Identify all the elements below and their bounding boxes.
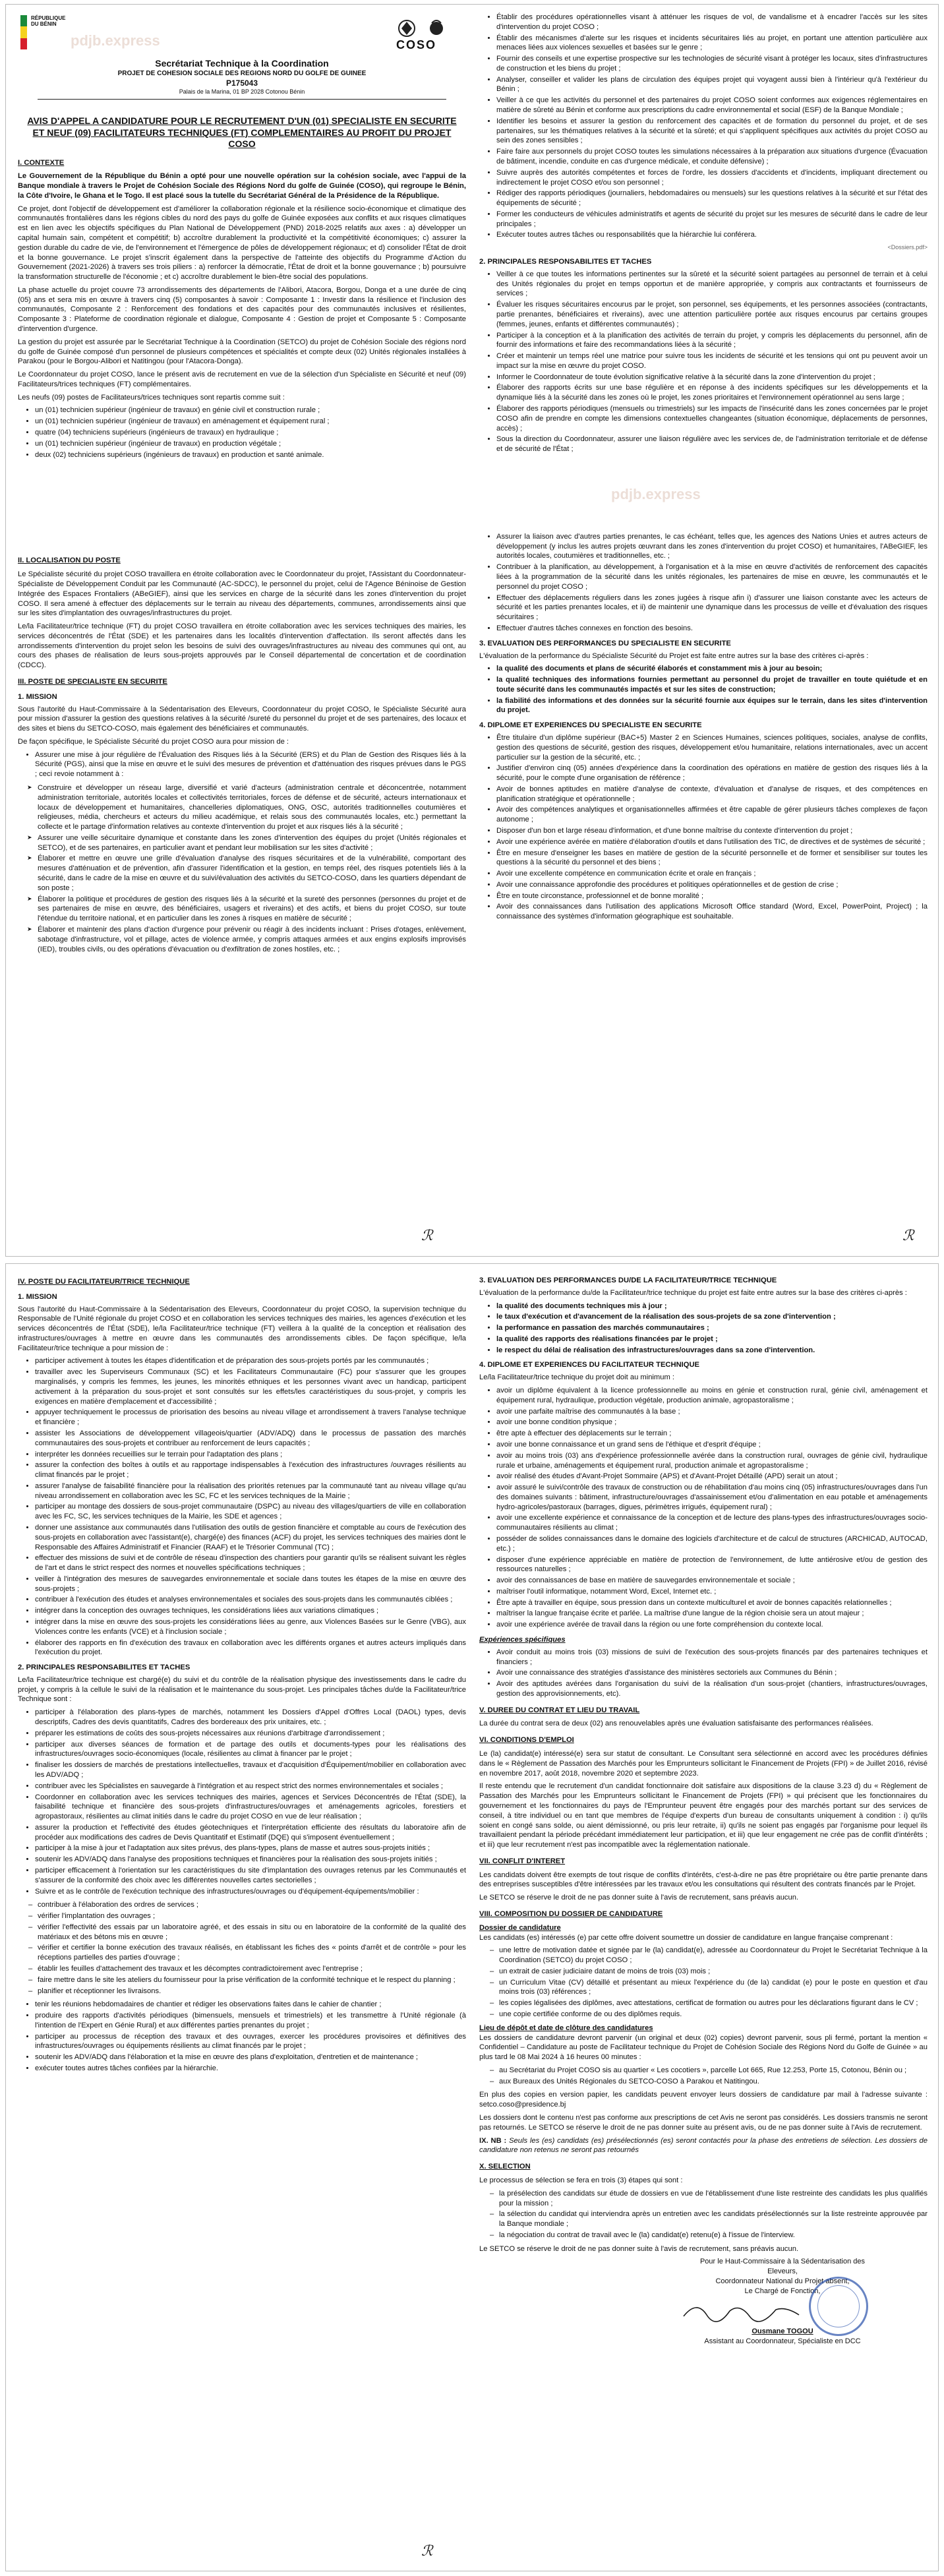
conflict-text-2: Le SETCO se réserve le droit de ne pas donner suite à l'avis de recrutement, sans préavis aucun.	[479, 1894, 799, 1902]
list-item: • tenir les réunions hebdomadaires de chantier et rédiger les observations faites dans le cahier de chantier ;	[35, 2000, 466, 2010]
evaluation-intro: L'évaluation de la performance du/de la Facilitateur/trice technique du projet est faite entre autres sur la base des critères ci-après :	[479, 1288, 907, 1297]
list-item: • appuyer techniquement le processus de priorisation des besoins au niveau village et arrondissement à travers l'analyse technique et financière ;	[35, 1408, 466, 1427]
list-item: • intégrer dans la conception des ouvrages techniques, les considérations liées aux variations climatiques ;	[35, 1606, 466, 1616]
diploma-list	[479, 1386, 928, 1630]
initials-signature: ℛ	[421, 2543, 433, 2560]
list-item: • Effectuer d'autres tâches connexes en fonction des besoins.	[496, 624, 928, 634]
diploma-heading: 4. DIPLOME ET EXPERIENCES DU FACILITATEUR TECHNIQUE	[479, 1361, 699, 1369]
list-item: – établir les feuilles d'attachement des travaux et les décomptes contradictoirement avec l'entreprise ;	[38, 1964, 466, 1974]
list-item: • effectuer des missions de suivi et de contrôle de réseau d'inspection des chantiers pour garantir qu'ils se réalisent suivant les règles de l'art et dans le strict respect des normes et nouvelles spécifications techniques ;	[35, 1553, 466, 1573]
list-item: • assurer la confection des boîtes à outils et au rapportage indispensables à l'exécution des infrastructures /ouvrages résilients au climat financés par le projet ;	[35, 1460, 466, 1480]
list-item: – vérifier et certifier la bonne exécution des travaux réalisés, en établissant les fiches des « points d'arrêt et de contrôle » pour les réceptions partielles des parties d'ouvrage ;	[38, 1943, 466, 1963]
document-page-2	[5, 1263, 939, 2571]
right-column	[479, 11, 928, 926]
list-item: • la qualité techniques des informations fournies permettant au personnel du projet de travailler en toute quiétude et en toute sécurité dans les communautés impactés et sur les sites de construction;	[496, 675, 928, 695]
list-item: • Faire faire aux personnels du projet COSO toutes les simulations nécessaires à la préparation aux situations d'urgence (Évacuation de bâtiment, incendie, conduite en cas d'urgence médicale, et conduite défensive) ;	[496, 147, 928, 167]
selection-outro: Le SETCO se réserve le droit de ne pas donner suite à l'avis de recrutement, sans préavis aucun.	[479, 2244, 799, 2253]
right-column	[479, 1271, 928, 2346]
list-item: ➤ Élaborer la politique et procédures de gestion des risques liés à la sécurité et la sureté des personnes (personnes du projet et de ses partenaires de mise en œuvre, des bénéficiaires, usagers et riverains) et des actifs, et biens du projet COSO, sur toute l'étendue du territoire national, et en particulier dans les zones à risques en matière de sécurité ;	[38, 895, 466, 924]
list-item: • le respect du délai de réalisation des infrastructures/ouvrages dans sa zone d'intervention.	[496, 1346, 928, 1356]
location-paragraph: Le Spécialiste sécurité du projet COSO travaillera en étroite collaboration avec le Coordonnateur du projet, l'Assistant du Coordonnateur-Spécialiste de Développement Conduit par les Communauté (AC-SDCC), le personnel du projet, celui de l'Agence Béninoise de Gestion Intégrée des Espaces Frontaliers (ABeGIEF), ainsi que les services en charge de la sécurité dans les zones d'intervention du projet COSO. Il sera amené à effectuer des déplacements sur le terrain au niveau des départements, communes, arrondissements ainsi que sur les sites d'implantation des ouvrages/infrastructures du projet.	[18, 570, 466, 618]
list-item: ➤ Élaborer et mettre en œuvre une grille d'évaluation d'analyse des risques sécuritaires et de la vulnérabilité, comportant des mesures d'atténuation et de prévention, afin d'assurer l'identification et la gestion, en temps réel, des risques potentiels liés à la sécurité, dans le cadre de la mise en œuvre et du suivi/évaluation des activités du SETCO-COSO, dans les quartiers dépendant de son poste ;	[38, 854, 466, 893]
list-item: • Rédiger des rapports périodiques (journaliers, hebdomadaires ou mensuels) sur les questions relatives à la sécurité et sur l'état des équipements de sécurité ;	[496, 189, 928, 208]
list-item: • avoir assuré le suivi/contrôle des travaux de construction ou de réhabilitation d'au moins cinq (05) infrastructures/ouvrages dans l'un des domaines suivants : bâtiment, infrastructure/ouvrages d'assainissement et/ou d'alimentation en eau potable et aménagements hydro-agricoles/pastoraux (barrages, digues, périmètres irrigués, équipement rural) ;	[496, 1483, 928, 1512]
list-item: • travailler avec les Superviseurs Communaux (SC) et les Facilitateurs Communautaire (FC) pour s'assurer que les groupes marginalisés, y compris les femmes, les jeunes, les minorités ethniques et les personnes vivant avec un handicap, participent activement à la préparation du sous-projet et sont consultés sur les effets/les caractéristiques du sous-projet, y compris les exigences en matière d'emplacement et d'accessibilité ;	[35, 1367, 466, 1406]
deposit-text: Les dossiers de candidature devront parvenir (un original et deux (02) copies) devront parvenir, sous pli fermé, portant la mention « Confidentiel – Candidature au poste de Facilitateur technique du Projet de Cohésion Sociale des Régions Nord du Golfe de Guinée » au plus tard le 08 Mai 2024 à 16 heures 00 minutes :	[479, 2033, 928, 2062]
tasks-list	[18, 1708, 466, 1896]
list-item: – la présélection des candidats sur étude de dossiers en vue de l'établissement d'une liste restreinte des candidats les plus qualifiés pour la mission ;	[499, 2189, 928, 2209]
tasks-list-2	[18, 2000, 466, 2073]
evaluation-intro: L'évaluation de la performance du Spécialiste Sécurité du Projet est faite entre autres sur la base des critères ci-après :	[479, 651, 869, 660]
deposit-list	[479, 2066, 928, 2087]
list-item: • avoir des connaissances de base en matière de sauvegardes environnementale et sociale ;	[496, 1576, 928, 1586]
list-item: • Avoir de bonnes aptitudes en matière d'analyse de contexte, d'évaluation et d'analyse de risques, et des compétences en planification stratégique et opérationnelle ;	[496, 785, 928, 804]
tasks-intro: Le/la Facilitateur/trice technique est chargé(e) du suivi et du contrôle de la réalisation physique des investissements dans le cadre du projet, y compris à la cellule le suivi de la réalisation et le maintenance du sous-projet. Les principales tâches du/de la Facilitateur/trice Technique sont :	[18, 1675, 466, 1704]
list-item: • Exécuter toutes autres tâches ou responsabilités que la hiérarchie lui conférera.	[496, 230, 928, 240]
deposit-text-2: En plus des copies en version papier, les candidats peuvent envoyer leurs dossiers de candidature par mail à l'adresse suivante : setco.coso@presidence.bj	[479, 2091, 928, 2109]
list-item: • avoir une bonne condition physique ;	[496, 1418, 928, 1427]
list-item: – une lettre de motivation datée et signée par le (la) candidat(e), adressée au Coordonnateur du Projet le Secrétariat Technique à la Coordination (SETCO) du projet COSO ;	[499, 1946, 928, 1965]
list-item: • Sous la direction du Coordonnateur, assurer une liaison régulière avec les services de, de l'administration territoriale et de défense et de sécurité de l'État ;	[496, 434, 928, 454]
tasks-list-continued	[479, 532, 928, 634]
mission-sublist	[18, 783, 466, 954]
project-ref: P175043	[225, 78, 258, 88]
list-item: • disposer d'une expérience appréciable en matière de protection de l'environnement, de lutte antiérosive et/ou de gestion des ressources naturelles ;	[496, 1555, 928, 1575]
list-item: • avoir une excellente expérience et connaissance de la conception et de lecture des plans-types des infrastructures/ouvrages socio-communautaires résilients au climat ;	[496, 1513, 928, 1533]
list-item: – contribuer à l'élaboration des ordres de services ;	[38, 1900, 466, 1910]
tasks-heading: 2. PRINCIPALES RESPONSABILITES ET TACHES	[18, 1663, 191, 1672]
list-item: • soutenir les ADV/ADQ dans l'analyse des propositions techniques et financières pour la réalisation des sous-projets initiés ;	[35, 1855, 466, 1865]
signatory-role: Assistant au Coordonnateur, Spécialiste en DCC	[704, 2337, 861, 2345]
official-stamp	[809, 2277, 868, 2336]
tasks-sublist	[18, 1900, 466, 1996]
deposit-heading: Lieu de dépôt et date de clôture des candidatures	[479, 2023, 653, 2032]
republic-line-2: DU BÉNIN	[31, 21, 57, 28]
nb-text: Seuls les (es) candidats (es) présélectionnés (es) seront contactés pour la phase des entretiens de sélection. Les dossiers de candidature non retenus ne seront pas retournés	[479, 2136, 928, 2155]
republic-emblem	[20, 14, 126, 53]
list-item: • posséder de solides connaissances dans le domaine des logiciels d'architecture et de calcul de structures (ARCHICAD, AUTOCAD, etc.) ;	[496, 1534, 928, 1554]
list-item: • Former les conducteurs de véhicules administratifs et agents de sécurité du projet sur les mesures de sécurité dans le cadre de leur principales ;	[496, 210, 928, 229]
conflict-heading: VII. CONFLIT D'INTERET	[479, 1857, 566, 1865]
list-item: • la qualité des documents techniques mis à jour ;	[496, 1302, 928, 1311]
letterhead	[18, 11, 466, 110]
list-item: – un Curriculum Vitae (CV) détaillé et présentant au mieux l'expérience du (de la) candidat (e) pour le poste en question et d'au moins trois (03) références ;	[499, 1978, 928, 1998]
application-list	[479, 1946, 928, 2019]
list-item: ➤ Construire et développer un réseau large, diversifié et varié d'acteurs (administration centrale et déconcentrée, notamment administration territoriale, autorités locales et collectivités territoriales, forces de défense et de sécurité, acteurs internationaux et locaux de développement et humanitaires, chancelleries diplomatiques, ONG, OSC, autorités traditionnelles coutumières et religieuses, média, chercheurs et acteurs du milieu académique, et relais sous des communautés locales, etc.) permettant la collecte et le partage d'information relatives au contexte d'intervention du projet et aux risques liés à la sécurité ;	[38, 783, 466, 832]
list-item: • Identifier les besoins et assurer la gestion du renforcement des capacités et de formation du personnel du projet, et de ses partenaires, sur les thématiques relatives à la sécurité et la sûreté; et qui s'appliquent spécifiques aux activités du projet COSO au sein des zones sensibles ;	[496, 117, 928, 146]
coso-logo-text: COSO	[396, 38, 437, 51]
list-item: • maîtriser la langue française écrite et parlée. La maîtrise d'une langue de la région choisie sera un atout majeur ;	[496, 1609, 928, 1619]
list-item: • Suivre auprès des autorités compétentes et forces de l'ordre, les dossiers d'accidents et d'incidents, impliquant directement ou indirectement le projet COSO et/ou son personnel ;	[496, 168, 928, 188]
watermark: pdjb.express	[71, 32, 160, 49]
section-ft-heading: IV. POSTE DU FACILITATEUR/TRICE TECHNIQUE	[18, 1278, 190, 1286]
list-item: • exécuter toutes autres tâches confiées par la hiérarchie.	[35, 2064, 466, 2074]
list-item: • avoir une parfaite maîtrise des communautés à la base ;	[496, 1407, 928, 1417]
list-item: • un (01) technicien supérieur (ingénieur de travaux) en génie civil et construction rurale ;	[35, 405, 466, 415]
list-item: • participer au montage des dossiers de sous-projet communautaire (DSPC) au niveau des villages/quartiers de ville en collaboration avec les FC, SC, les services techniques de la Mairie, les SDE et agences ;	[35, 1502, 466, 1522]
context-paragraph: Le Gouvernement de la République du Bénin a opté pour une nouvelle opération sur la cohésion sociale, avec l'appui de la Banque mondiale à travers le Projet de Cohésion Sociale des Régions Nord du golfe de Guinée (COSO), qui regroupe le Bénin, la Côte d'Ivoire, le Ghana et le Togo. Il est placé sous la tutelle du Secrétariat Général de la Présidence de la République.	[18, 172, 466, 200]
context-paragraph: Le Coordonnateur du projet COSO, lance le présent avis de recrutement en vue de la sélection d'un Spécialiste en Sécurité et neuf (09) Facilitateurs/trices techniques (FT) complémentaires.	[18, 371, 466, 388]
list-item: – la négociation du contrat de travail avec le (la) candidat(e) retenu(e) à l'issue de l'interview.	[499, 2231, 928, 2240]
list-item: • Avoir des connaissances dans l'utilisation des applications Microsoft Office standard (Word, Excel, PowerPoint, Project) ; la connaissance des systèmes d'information géographique est souhaitable.	[496, 902, 928, 922]
list-item: • la qualité des rapports des réalisations financées par le projet ;	[496, 1334, 928, 1344]
list-item: • avoir une bonne connaissance et un grand sens de l'éthique et d'esprit d'équipe ;	[496, 1440, 928, 1450]
list-item: • Participer à la conception et à la planification des activités de terrain du projet, y compris les déplacements du personnel, afin de fournir des informations et faire des recommandations liées à la sécurité ;	[496, 331, 928, 351]
list-item: • Avoir des compétences analytiques et organisationnelles affirmées et être capable de gérer plusieurs tâches complexes de façon autonome ;	[496, 805, 928, 825]
list-item: • Disposer d'un bon et large réseau d'information, et d'une bonne maîtrise du contexte d'intervention du projet ;	[496, 826, 928, 836]
list-item: • Créer et maintenir un temps réel une matrice pour suivre tous les incidents de sécurité et les tensions qui ont pu peuvent avoir un impact sur la mise en œuvre du projet COSO.	[496, 351, 928, 371]
list-item: • Être titulaire d'un diplôme supérieur (BAC+5) Master 2 en Sciences Humaines, sciences politiques, sociales, analyse de conflits, gestion des questions de sécurité, gestion des risques, développement et/ou humanitaire, relations internationales, avec un accent particulier sur la gestion de la sécurité, etc. ;	[496, 733, 928, 762]
list-item: – vérifier l'effectivité des essais par un laboratoire agréé, et des essais in situ ou en laboratoire de la conformité de la qualité des matériaux et des bétons mis en œuvre ;	[38, 1923, 466, 1942]
list-item: ➤ Assurer une veille sécuritaire dynamique et constante dans les zones d'intervention des équipes du projet (Unités régionales et SETCO), et de ses partenaires, en particulier avant et pendant leur mobilisation sur les sites d'activité ;	[38, 833, 466, 853]
conditions-text-2: Il reste entendu que le recrutement d'un candidat fonctionnaire doit satisfaire aux dispositions de la clause 3.23 d) du « Règlement de Passation des Marchés pour les Emprunteurs sollicitant le Financement de Projets (FPI) » qui précisent que les fonctionnaires du gouvernement et les fonctionnaires du pays de l'Emprunteur peuvent être engagés pour des marchés portant sur des services de conseil, à titre individuel ou en tant que membres de l'équipe d'experts d'un bureau de consultants uniquement à condition : i) qu'ils soient en congé sans solde, ou aient démissionné, ou pris leur retraite, ii) qu'ils ne soient pas engagés par l'organisme pour lequel ils travaillaient pendant la période précédant immédiatement leur participation, et iii) que leur engagement ne crée pas de conflit d'intérêts ; et iii) que leur recrutement n'est pas incompatible avec la réglementation nationale.	[479, 1782, 928, 1849]
list-item: – planifier et réceptionner les livraisons.	[38, 1987, 466, 1996]
deposit-text-3: Les dossiers dont le contenu n'est pas conforme aux prescriptions de cet Avis ne seront pas considérés. Les dossiers transmis ne seront pas retournés. Le SETCO se réserve le droit de ne pas donner suite au présent avis, ou de ne pas donner suite à l'Avis de recrutement.	[479, 2114, 928, 2132]
context-paragraph: La phase actuelle du projet couvre 73 arrondissements des départements de l'Alibori, Atacora, Borgou, Donga et a une durée de cinq (05) ans et sera mis en œuvre à travers cinq (5) composantes à savoir : Composante 1 : Investir dans la résilience et l'inclusion des communautés, Composante 2 : Renforcement des fondations et des capacités pour des communautés inclusives et résilientes, Composante 3 : Plateforme de coordination régionale et dialogue, Composante 4 : Gestion de projet et Composante 5 : Composante d'intervention d'urgence.	[18, 285, 466, 333]
list-item: • un (01) technicien supérieur (ingénieur de travaux) en production végétale ;	[35, 439, 466, 449]
nb-heading: IX. NB :	[479, 2136, 507, 2145]
mission-list-continued	[479, 13, 928, 240]
list-item: – au Secrétariat du Projet COSO sis au quartier « Les cocotiers », parcelle Lot 665, Rue 12.253, Porte 15, Cotonou, Bénin ou ;	[499, 2066, 928, 2076]
mission-intro-2: De façon spécifique, le Spécialiste Sécurité du projet COSO aura pour mission de :	[18, 737, 289, 746]
list-item: • Suivre et as le contrôle de l'exécution technique des infrastructures/ouvrages ou d'équipement-équipements/mobilier :	[35, 1887, 466, 1897]
list-item: • soutenir les ADV/ADQ dans l'élaboration et la mise en œuvre des plans d'exploitation, d'entretien et de maintenance ;	[35, 2052, 466, 2062]
list-item: • participer efficacement à l'orientation sur les caractéristiques du site d'implantation des ouvrages retenus par les Communautés et s'assurer de la conformité des choix avec les différentes nouvelles cartes sectorielles ;	[35, 1866, 466, 1886]
list-item: – la sélection du candidat qui interviendra après un entretien avec les candidats présélectionnés sur la liste restreinte approuvée par la Banque mondiale ;	[499, 2209, 928, 2229]
list-item: – un extrait de casier judiciaire datant de moins de trois (03) mois ;	[499, 1967, 928, 1977]
list-item: – une copie certifiée conforme de ou des diplômes requis.	[499, 2010, 928, 2020]
application-intro: Les candidats (es) intéressés (e) par cette offre doivent soumettre un dossier de candidature en langue française comprenant :	[479, 1933, 893, 1942]
evaluation-list	[479, 1302, 928, 1356]
list-item: • finaliser les dossiers de marchés de prestations intellectuelles, travaux et d'acquisition d'Équipement/mobilier en collaboration avec les ADV/ADQ ;	[35, 1760, 466, 1780]
page-title: AVIS D'APPEL A CANDIDATURE POUR LE RECRUTEMENT D'UN (01) SPECIALISTE EN SECURITE ET NEUF (09) FACILITATEURS TECHNIQUES (FT) COMPLEMENTAIRES AU PROFIT DU PROJET COSO	[27, 115, 457, 149]
list-item: • participer à l'élaboration des plans-types de marchés, notamment les Dossiers d'Appel d'Offres Local (DAOL) types, devis descriptifs, Cadres des devis quantitatifs, Cadres des bordereaux des prix unitaires, etc. ;	[35, 1708, 466, 1727]
list-item: – les copies légalisées des diplômes, avec attestations, certificat de formation ou autres pour les déclarations figurant dans le CV ;	[499, 1998, 928, 2008]
address: Palais de la Marina, 01 BP 2028 Cotonou Bénin	[179, 88, 305, 96]
section-context-heading: I. CONTEXTE	[18, 158, 65, 167]
left-column	[18, 11, 466, 958]
evaluation-list	[479, 664, 928, 715]
context-paragraph: Ce projet, dont l'objectif de développement est d'améliorer la collaboration régionale et la résilience socio-économique et climatique des communautés frontalières dans les régions cibles du nord des pays du golfe de Guinée exposées aux conflits et aux risques climatiques est en lien avec les objectifs spécifiques du Plan National de Développement (PND) 2018-2025 relatifs aux axes : a) développer un capital humain sain, compétent et compétitif; b) accroître durablement la productivité et la compétitivité économiques; c) assurer la gestion durable du cadre de vie, de l'environnement et l'émergence de pôles de développement régionaux; et d) consolider l'État de droit et la bonne gouvernance. Le projet s'inscrit également dans la perspective de l'atteinte des objectifs du Programme d'Action du Gouvernement (2021-2026) à travers ses trois piliers : a) renforcer la démocratie, l'État de droit et la bonne gouvernance ; b) poursuivre la transformation structurelle de l'économie ; et c) accroître durablement le bien-être social des populations.	[18, 204, 466, 282]
list-item: • Effectuer des déplacements réguliers dans les zones jugées à risque afin i) d'assurer une liaison constante avec les acteurs de sécurité et les parties prenantes locales, et ii) de maintenir une dynamique dans les processus de veille et d'évaluation des risques sécuritaires ;	[496, 593, 928, 622]
list-item: • avoir au moins trois (03) ans d'expérience professionnelle avérée dans la construction rural, ouvrages de génie civil, hydraulique rurale et urbaine, aménagements et équipement rural, production animale et agropastoralisme ;	[496, 1451, 928, 1471]
list-item: • Veiller à ce que toutes les informations pertinentes sur la sûreté et la sécurité soient partagées au personnel de terrain et à celui des Unités régionales du projet en temps opportun et de manière appropriée, y compris aux contractants et fournisseurs de services ;	[496, 270, 928, 299]
list-item: • Élaborer des rapports écrits sur une base régulière et en réponse à des incidents spécifiques sur les développements et la dynamique liés à la sécurité dans les zones où le projet, les zones prioritaires et l'environnement opérationnel au sens large ;	[496, 383, 928, 403]
list-item: • préparer les estimations de coûts des sous-projets nécessaires aux réunions d'arbitrage d'arrondissement ;	[35, 1729, 466, 1739]
list-item: • interpréter les données recueillies sur le terrain pour l'adaptation des plans ;	[35, 1450, 466, 1460]
list-item: • participer aux diverses séances de formation et de partage des outils et documents-types pour les réalisations des infrastructures/ouvrages socio-économiques (locale, résilientes au climat à financer par le projet ;	[35, 1740, 466, 1760]
list-item: • avoir réalisé des études d'Avant-Projet Sommaire (APS) et d'Avant-Projet Détaillé (APD) serait un atout ;	[496, 1472, 928, 1482]
secretariat-title: Secrétariat Technique à la Coordination	[155, 58, 329, 69]
list-item: – aux Bureaux des Unités Régionales du SETCO-COSO à Parakou et Natitingou.	[499, 2077, 928, 2087]
mission-intro: Sous l'autorité du Haut-Commissaire à la Sédentarisation des Eleveurs, Coordonnateur du projet COSO, le Spécialiste Sécurité aura pour mission d'assurer la gestion des questions relatives à la sécurité /sureté du personnel du projet et de ses partenaires, des locaux et des sites et biens du SETCO-COSO, mais également des bénéficiaires et communautés.	[18, 705, 466, 733]
signature-line: Eleveurs,	[767, 2267, 798, 2276]
list-item: • contribuer à l'exécution des études et analyses environnementales et sociales des sous-projets dans les communautés ciblées ;	[35, 1595, 466, 1605]
section-security-heading: III. POSTE DE SPECIALISTE EN SECURITE	[18, 677, 167, 686]
conflict-text: Les candidats doivent être exempts de tout risque de conflits d'intérêts, c'est-à-dire ne pas être propriétaire ou être partie prenante dans des entreprises susceptibles d'être intéressées par les travaux et/ou les consultations qui résultent des contrats financés par le Projet.	[479, 1871, 928, 1889]
list-item: • Être en toute circonstance, professionnel et de bonne moralité ;	[496, 891, 928, 901]
list-item: • Être apte à travailler en équipe, sous pression dans un contexte multiculturel et avoir de bonnes capacités relationnelles ;	[496, 1598, 928, 1608]
list-item: • deux (02) techniciens supérieurs (ingénieurs de travaux) en production et santé animale.	[35, 450, 466, 460]
diploma-list	[479, 733, 928, 922]
list-item: • Informer le Coordonnateur de toute évolution significative relative à la sécurité dans la zone d'intervention du projet ;	[496, 373, 928, 382]
tasks-list	[479, 270, 928, 454]
watermark: pdjb.express	[611, 485, 701, 502]
context-paragraph: Les neufs (09) postes de Facilitateurs/trices techniques sont repartis comme suit :	[18, 393, 285, 402]
list-item: • Être en mesure d'enseigner les bases en matière de gestion de la sécurité personnelle et de former et sensibiliser sur toutes les questions à la sécurité du personnel et des biens ;	[496, 849, 928, 868]
list-item: • maîtriser l'outil informatique, notamment Word, Excel, Internet etc. ;	[496, 1587, 928, 1597]
duration-heading: V. DUREE DU CONTRAT ET LIEU DU TRAVAIL	[479, 1706, 640, 1714]
list-item: • Coordonner en collaboration avec les services techniques des mairies, agences et Services Déconcentrés de l'État (SDE), la faisabilité technique et financière des sous-projets d'infrastructures/ouvrages et aménagements agricoles, forestiers et agropastoraux, résilientes au climat initiés dans le cadre du projet COSO en vue de leur réalisation ;	[35, 1793, 466, 1822]
mission-list	[18, 750, 466, 779]
list-item: • Veiller à ce que les activités du personnel et des partenaires du projet COSO soient conformes aux exigences réglementaires en matière de sûreté au Bénin et conforme aux prescriptions du cadre environnemental et social (ESF) de la Banque Mondiale ;	[496, 96, 928, 115]
benin-flag-icon	[20, 15, 27, 49]
list-item: • veiller à l'intégration des mesures de sauvegardes environnementale et sociale dans toutes les étapes de la mise en œuvre des sous-projets ;	[35, 1574, 466, 1594]
signatory-name: Ousmane TOGOU	[752, 2327, 813, 2335]
republic-line-1: RÉPUBLIQUE	[31, 15, 66, 21]
list-item: • Avoir conduit au moins trois (03) missions de suivi de l'exécution des sous-projets financés par des partenaires techniques et financiers ;	[496, 1648, 928, 1667]
diploma-heading: 4. DIPLOME ET EXPERIENCES DU SPECIALISTE EN SECURITE	[479, 721, 702, 730]
list-item: • contribuer avec les Spécialistes en sauvegarde à l'intégration et au respect strict des normes environnementales et sociales ;	[35, 1782, 466, 1791]
initials-signature: ℛ	[421, 1228, 433, 1244]
application-subheading: Dossier de candidature	[479, 1923, 561, 1932]
list-item: • Établir des procédures opérationnelles visant à atténuer les risques de vol, de vandalisme et à encadrer l'accès sur les sites d'intervention du projet COSO ;	[496, 13, 928, 32]
list-item: • Avoir une expérience avérée en matière d'élaboration d'outils et dans l'utilisation des TIC, de directives et de systèmes de sécurité ;	[496, 837, 928, 847]
list-item: ➤ Élaborer et maintenir des plans d'action d'urgence pour prévenir ou réagir à des incidents incluant : Prises d'otages, enlèvement, sabotage d'infrastructure, vol et pillage, actes de violence armée, y compris attaques armées et aux engins explosifs improvisés (IED), troubles civils, ou des opérations d'évacuation ou d'exfiltration de zones hostiles, etc. ;	[38, 925, 466, 954]
file-tag: <Dossiers.pdf>	[887, 244, 928, 251]
list-item: • Analyser, conseiller et valider les plans de circulation des équipes projet qui voyagent aussi bien à l'intérieur qu'à l'extérieur du Bénin ;	[496, 75, 928, 95]
list-item: • participer à la mise à jour et l'adaptation aux sites prévus, des plans-types, plans de masse et autres sous-projets initiés ;	[35, 1843, 466, 1853]
specific-experience-heading: Expériences spécifiques	[479, 1636, 566, 1644]
list-item: • participer activement à toutes les étapes d'identification et de préparation des sous-projets portés par les communautés ;	[35, 1356, 466, 1366]
application-heading: VIII. COMPOSITION DU DOSSIER DE CANDIDATURE	[479, 1909, 663, 1918]
mission-list	[18, 1356, 466, 1658]
mission-heading: 1. MISSION	[18, 1292, 57, 1301]
list-item: • produire des rapports d'activités périodiques (bimensuels, mensuels et trimestriels) et les transmettre à l'Unité régionale (à l'intention de l'Expert en Génie Rural) et aux différentes parties prenantes du projet ;	[35, 2011, 466, 2031]
list-item: • intégrer dans la mise en œuvre des sous-projets les considérations liées au genre, aux Violences Basées sur le Genre (VBG), aux Violences contre les enfants (VCE) et à l'inclusion sociale ;	[35, 1617, 466, 1637]
coso-logo	[387, 14, 459, 53]
section-location-heading: II. LOCALISATION DU POSTE	[18, 556, 121, 565]
list-item: • assister les Associations de développement villageois/quartier (ADV/ADQ) dans le processus de passation des marchés communautaires des sous-projets et contribuer au renforcement de leurs capacités ;	[35, 1429, 466, 1449]
document-page-1	[5, 4, 939, 1257]
list-item: • Contribuer à la planification, au développement, à l'organisation et à la mise en œuvre d'activités de renforcement des capacités liées à la programmation de la sécurité dans les unités régionales, les partenaires de mise en œuvre, les communautés et le personnel du projet COSO ;	[496, 562, 928, 591]
list-item: • quatre (04) techniciens supérieurs (ingénieurs de travaux) en hydraulique ;	[35, 428, 466, 438]
list-item: • Assurer une mise à jour régulière de l'Évaluation des Risques liés à la Sécurité (ERS) et du Plan de Gestion des Risques liés à la Sécurité (PGS), ainsi que la mise en œuvre et le suivi des mesures de prévention et d'atténuation des risques prévues dans le PGS ; ceci revoie notamment à :	[35, 750, 466, 779]
list-item: • Avoir une connaissance des stratégies d'assistance des ministères sectoriels aux Communes du Bénin ;	[496, 1668, 928, 1678]
context-paragraph: La gestion du projet est assurée par le Secrétariat Technique à la Coordination (SETCO) du projet de Cohésion Sociale des régions nord du golfe de Guinée composé d'un personnel de plusieurs compétences et spécialités et compte deux (02) Unités régionales installées à Parakou (pour le Borgou-Alibori et Natitingou (pour l'Atacora-Donga).	[18, 338, 466, 366]
handwritten-signature	[677, 2296, 809, 2325]
selection-heading: X. SELECTION	[479, 2163, 531, 2171]
list-item: • avoir un diplôme équivalent à la licence professionnelle au moins en génie et construction rural, génie civil, aménagement et équipement rural, hydraulique, production végétale, production animale, agropastoralisme ;	[496, 1386, 928, 1406]
list-item: • la performance en passation des marchés communautaires ;	[496, 1323, 928, 1333]
list-item: • participer au processus de réception des travaux et des ouvrages, exercer les procédures provisoires et définitives des infrastructures/ouvrages ou équipements résilients au climat financés par le projet ;	[35, 2032, 466, 2052]
list-item: • donner une assistance aux communautés dans l'utilisation des outils de gestion financière et comptable au cours de l'exécution des sous-projets en collaboration avec l'assistant(e), chargé(e) des finances (ACF) du projet, les services techniques des mairies dont le Responsable des Affaires Administratif et Financier (RAAF) et le Trésorier Communal (TC) ;	[35, 1523, 466, 1552]
evaluation-heading: 3. EVALUATION DES PERFORMANCES DU SPECIALISTE EN SECURITE	[479, 639, 731, 647]
initials-signature: ℛ	[902, 1228, 914, 1244]
list-item: • la qualité des documents et plans de sécurité élaborés et constamment mis à jour au besoin;	[496, 664, 928, 674]
list-item: • assurer la production et l'effectivité des études géotechniques et l'interprétation efficiente des résultats du laboratoire afin de procéder aux modifications des cadres de Devis Quantitatif et Estimatif (DQE) qui s'imposent éventuellement ;	[35, 1823, 466, 1843]
list-item: • Élaborer des rapports périodiques (mensuels ou trimestriels) sur les impacts de l'insécurité dans les zones concernées par le projet COSO afin de prendre en compte les dimensions contextuelles changeantes (situation économique, déplacements de personnes, accès) ;	[496, 404, 928, 433]
evaluation-heading: 3. EVALUATION DES PERFORMANCES DU/DE LA FACILITATEUR/TRICE TECHNIQUE	[479, 1276, 777, 1284]
list-item: • élaborer des rapports en fin d'exécution des travaux en collaboration avec les différents organes et autres acteurs impliqués dans l'exécution du projet.	[35, 1638, 466, 1658]
project-name: PROJET DE COHESION SOCIALE DES REGIONS NORD DU GOLFE DE GUINEE	[117, 70, 367, 78]
list-item: • Justifier d'environ cinq (05) années d'expérience dans la coordination des opérations en matière de gestion des risques liés à la sécurité, pour le compte d'une organisation de référence ;	[496, 764, 928, 783]
conditions-heading: VI. CONDITIONS D'EMPLOI	[479, 1736, 574, 1745]
signature-line: Coordonnateur National du Projet absent,	[715, 2277, 850, 2286]
list-item: – faire mettre dans le site les ateliers du fournisseur pour la prise vérification de la conformité technique et le respect du planning ;	[38, 1975, 466, 1985]
selection-list	[479, 2189, 928, 2240]
location-paragraph: Le/la Facilitateur/trice technique (FT) du projet COSO travaillera en étroite collaboration avec les services techniques des mairies, les services déconcentrés de l'État (SDE) et les partenaires dans les localités d'intervention d'affectation. Ils seront affectés dans les arrondissements d'intervention du projet selon les besoins de suivi des ouvrages/infrastructures au niveau des communes qui ont, au cours des phases de réalisation de leurs sous-projets approuvés par le Conseil départemental de concertation et de coordination (CDCC).	[18, 622, 466, 670]
signature-line: Pour le Haut-Commissaire à la Sédentarisation des	[699, 2258, 866, 2266]
list-item: • Fournir des conseils et une expertise prospective sur les technologies de sécurité visant à protéger les locaux, sites d'infrastructures de construction et les biens du projet ;	[496, 54, 928, 74]
list-item: • être apte à effectuer des déplacements sur le terrain ;	[496, 1429, 928, 1439]
list-item: • avoir une expérience avérée de travail dans la région ou une forte compréhension du contexte local.	[496, 1620, 928, 1630]
list-item: • la fiabilité des informations et des données sur la sécurité fournie aux équipes sur le terrain, dans les sites d'intervention du projet.	[496, 696, 928, 716]
list-item: • Avoir une excellente compétence en communication écrite et orale en français ;	[496, 869, 928, 879]
tasks-heading: 2. PRINCIPALES RESPONSABILITES ET TACHES	[479, 258, 652, 266]
list-item: • le taux d'exécution et d'avancement de la réalisation des sous-projets de sa zone d'intervention ;	[496, 1312, 928, 1322]
list-item: • un (01) technicien supérieur (ingénieur de travaux) en aménagement et équipement rural ;	[35, 417, 466, 427]
diploma-intro: Le/la Facilitateur/trice technique du projet doit au minimum :	[479, 1373, 674, 1382]
list-item: • assurer l'analyse de faisabilité financière pour la réalisation des priorités retenues par la communauté tant au niveau village qu'au niveau arrondissement en collaboration avec les SC, FC et les services techniques de la Mairie ;	[35, 1482, 466, 1501]
mission-intro: Sous l'autorité du Haut-Commissaire à la Sédentarisation des Eleveurs, Coordonnateur du projet COSO, la supervision technique du Responsable de l'Unité régionale du projet COSO et en collaboration les services techniques des mairies, les agences d'exécution et les services déconcentrés de l'État (SDE), le/la Facilitateur/trice technique (FT) veillera à la qualité de la conception et réalisation des infrastructures/ouvrages à mettre en œuvre dans les communautés des arrondissements cibles. De façon spécifique, le/la Facilitateur/trice technique a pour mission de :	[18, 1305, 466, 1352]
list-item: • Assurer la liaison avec d'autres parties prenantes, le cas échéant, telles que, les agences des Nations Unies et autres acteurs de développement (y inclus les autres projets œuvrant dans les zones d'intervention du projet COSO) et humanitaires, l'ABeGIEF, les autorités locales, coutumières et traditionnelles, etc. ;	[496, 532, 928, 561]
specific-experience-list	[479, 1648, 928, 1699]
list-item: • Évaluer les risques sécuritaires encourus par le projet, son personnel, ses équipements, et les personnes associées (contractants, partie prenantes, bénéficiaires et riverains), avec une attention particulière portée aux risques encourus par certains groupes (femmes, jeunes, enfants et différentes communautés) ;	[496, 300, 928, 329]
list-item: – vérifier l'implantation des ouvrages ;	[38, 1911, 466, 1921]
mission-heading: 1. MISSION	[18, 692, 57, 701]
selection-intro: Le processus de sélection se fera en trois (3) étapes qui sont :	[479, 2176, 683, 2184]
left-column	[18, 1271, 466, 2078]
list-item: • Établir des mécanismes d'alerte sur les risques et incidents sécuritaires liés au projet, en portant une attention particulière aux menaces liées aux violences sexuelles et basées sur le genre ;	[496, 34, 928, 53]
ft-list	[18, 405, 466, 460]
signature-block	[637, 2257, 928, 2346]
duration-text: La durée du contrat sera de deux (02) ans renouvelables après une évaluation satisfaisante des performances réalisées.	[479, 1720, 873, 1728]
signature-line: Le Chargé de Fonction,	[744, 2287, 821, 2295]
list-item: • Avoir des aptitudes avérées dans l'organisation du suivi de la réalisation d'un sous-projet (chantiers, infrastructures/ouvrages, gestion des approvisionnements, etc).	[496, 1679, 928, 1699]
conditions-text: Le (la) candidat(e) intéressé(e) sera sur statut de consultant. Le Consultant sera sélectionné en accord avec les procédures définies dans le « Règlement de Passation des Marchés pour les Emprunteurs sollicitant le Financement de Projets (FPI) » de Juillet 2016, révisé en novembre 2017, août 2018, novembre 2020 et septembre 2023.	[479, 1750, 928, 1778]
list-item: • Avoir une connaissance approfondie des procédures et politiques opérationnelles et de gestion de crise ;	[496, 880, 928, 890]
